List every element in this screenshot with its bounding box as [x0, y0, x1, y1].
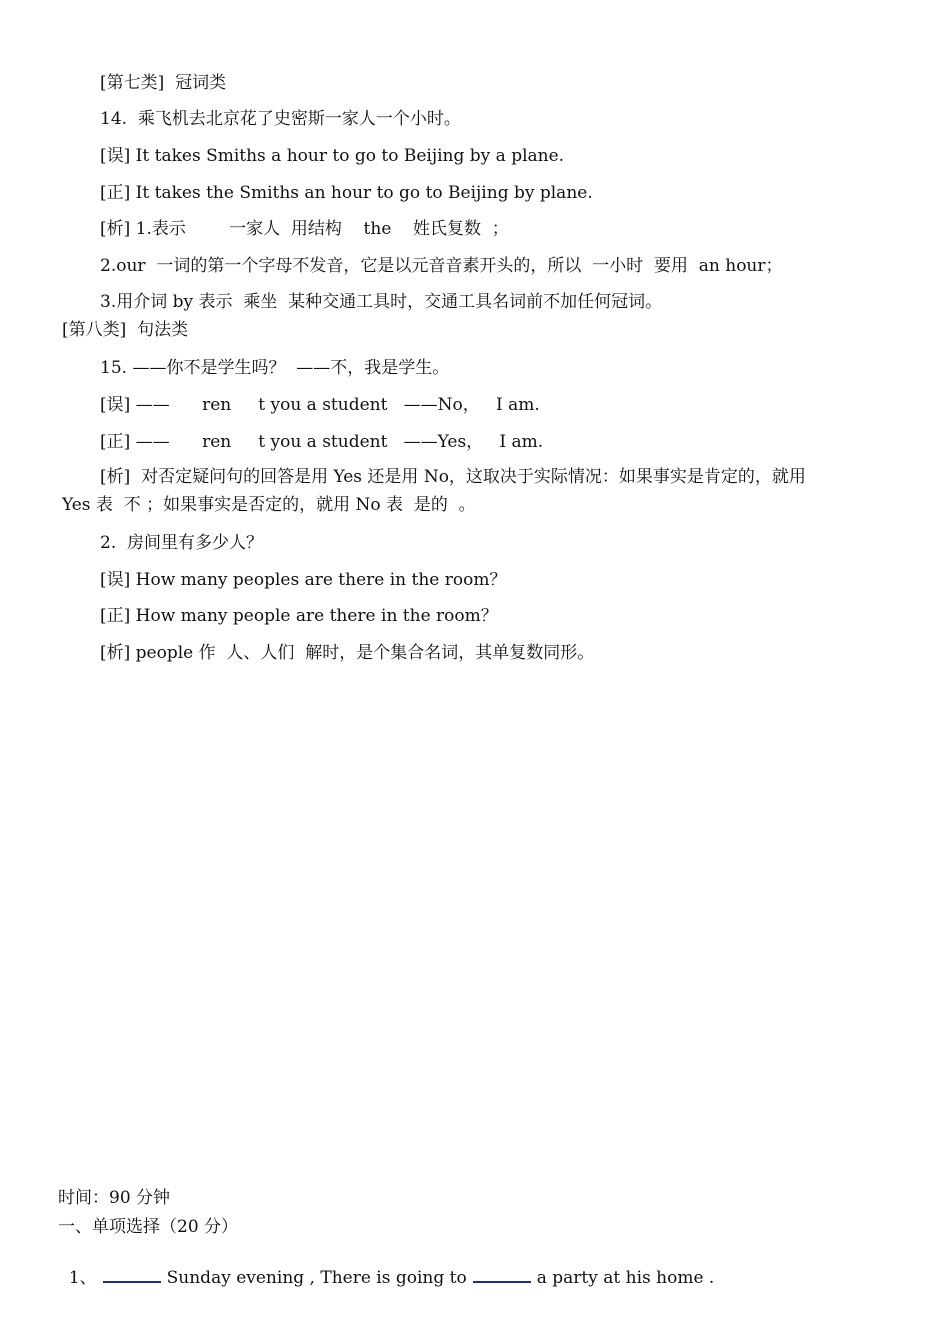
section8-heading: [第八类] 句法类	[62, 320, 189, 340]
question-1-number: 1、	[68, 1268, 97, 1288]
wrong-sentence: [误] It takes Smiths a hour to go to Beijing by a plane.	[100, 146, 565, 166]
exam-time: 时间：90 分钟	[58, 1188, 171, 1208]
question-1-text-end: a party at his home .	[536, 1268, 715, 1288]
wrong-sentence-2: [误] How many peoples are there in the room？	[100, 570, 507, 590]
analysis-line-2: 2.our 一词的第一个字母不发音，它是以元音音素开头的，所以 一小时 要用 an hour；	[100, 256, 783, 276]
question-1-text: Sunday evening , There is going to	[166, 1268, 467, 1288]
wrong-sentence-15: [误] —— ren t you a student ——No， I am.	[100, 395, 540, 415]
correct-sentence: [正] It takes the Smiths an hour to go to Beijing by plane.	[100, 183, 593, 203]
section7-heading: [第七类] 冠词类	[100, 73, 227, 93]
analysis-line-1: [析] 1.表示 一家人 用结构 the 姓氏复数 ；	[100, 219, 509, 239]
analysis-15-line-1: [析] 对否定疑问句的回答是用 Yes 还是用 No，这取决于实际情况：如果事实是肯定的，就用	[100, 467, 806, 487]
correct-sentence-2: [正] How many people are there in the room？	[100, 606, 498, 626]
correct-sentence-15: [正] —— ren t you a student ——Yes， I am.	[100, 432, 544, 452]
answer-blank-1[interactable]	[103, 1267, 161, 1283]
analysis-15-line-2: Yes 表 不 ；如果事实是否定的，就用 No 表 是的 。	[62, 495, 476, 515]
analysis-line-3: 3.用介词 by 表示 乘坐 某种交通工具时，交通工具名词前不加任何冠词。	[100, 292, 663, 312]
question-2: 2. 房间里有多少人？	[100, 533, 264, 553]
question-1	[58, 1245, 714, 1289]
question-14: 14. 乘飞机去北京花了史密斯一家人一个小时。	[100, 109, 461, 129]
question-15: 15. ——你不是学生吗？ ——不，我是学生。	[100, 358, 450, 378]
analysis-2: [析] people 作 人、人们 解时，是个集合名词，其单复数同形。	[100, 643, 595, 663]
answer-blank-2[interactable]	[473, 1267, 531, 1283]
part1-heading: 一、单项选择（20 分）	[58, 1217, 239, 1237]
